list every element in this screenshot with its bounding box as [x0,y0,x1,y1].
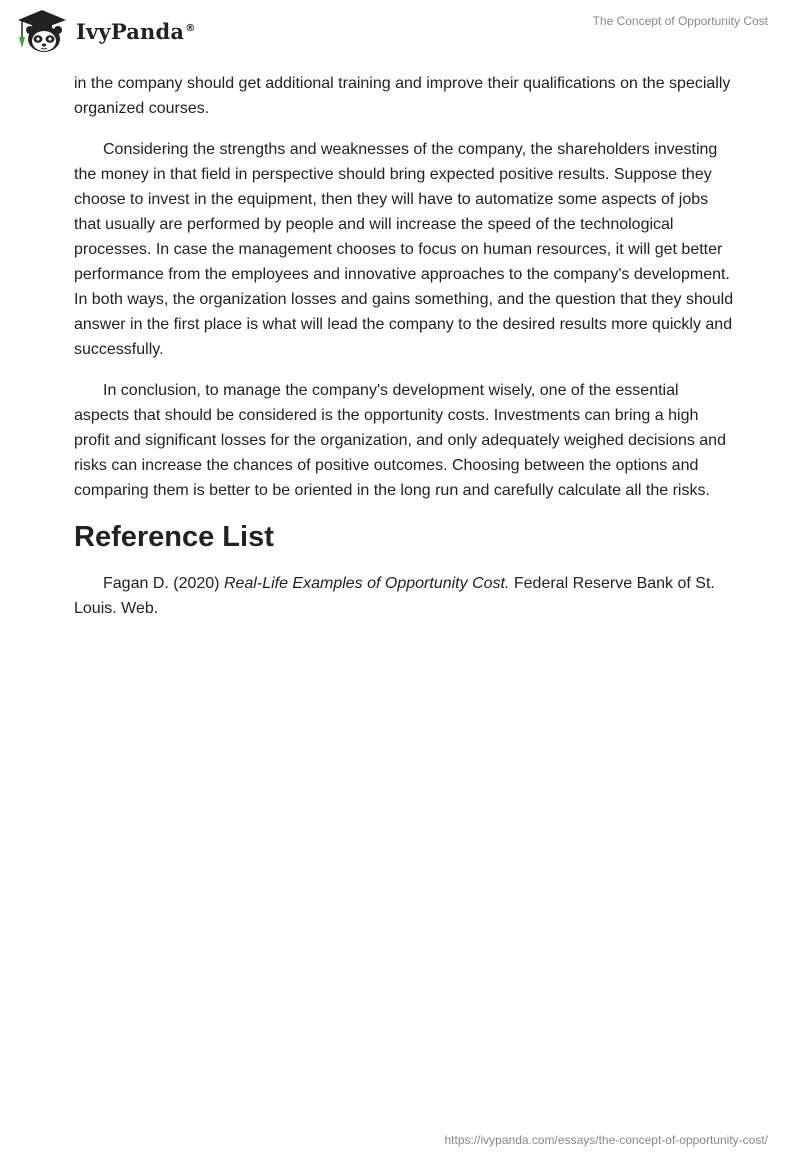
reference-author-year: Fagan D. (2020) [103,575,224,592]
panda-graduate-icon [14,8,70,54]
document-title: The Concept of Opportunity Cost [592,14,768,28]
page-header [0,0,800,64]
reference-source: Federal Reserve Bank of St. Louis. Web. [74,575,715,617]
ivypanda-logo[interactable] [14,8,195,54]
reference-list-heading: Reference List [74,521,274,553]
registered-mark: ® [185,22,196,34]
reference-title: Real-Life Examples of Opportunity Cost. [223,575,510,592]
reference-item [74,571,734,621]
paragraph-continuation: in the company should get additional training and improve their qualifications on the specially organized courses. [74,75,731,117]
brand-name: IvyPanda® [76,18,196,44]
paragraph-conclusion: In conclusion, to manage the company's development wisely, one of the essential aspects that should be considered is the opportunity costs. Investments can bring a high profit and significant losses for the organization, and only adequately weighed decisions and risks can increase the chances of positive outcomes. Choosing between the options and comparing them is better to be oriented in the long run and carefully calculate all the risks. [74,382,726,499]
essay-content [74,71,734,637]
paragraph-strengths: Considering the strengths and weaknesses of the company, the shareholders investing the money in that field in perspective should bring expected positive results. Suppose they choose to invest in the equipment, then they will have to automatize some aspects of jobs that usually are performed by people and will increase the speed of the technological processes. In case the management chooses to focus on human resources, it will get better performance from the employees and innovative approaches to the company's development. In both ways, the organization losses and gains something, and the question that they should answer in the first place is what will lead the company to the desired results more quickly and successfully. [74,141,734,358]
page-url[interactable]: https://ivypanda.com/essays/the-concept-of-opportunity-cost/ [444,1133,768,1147]
